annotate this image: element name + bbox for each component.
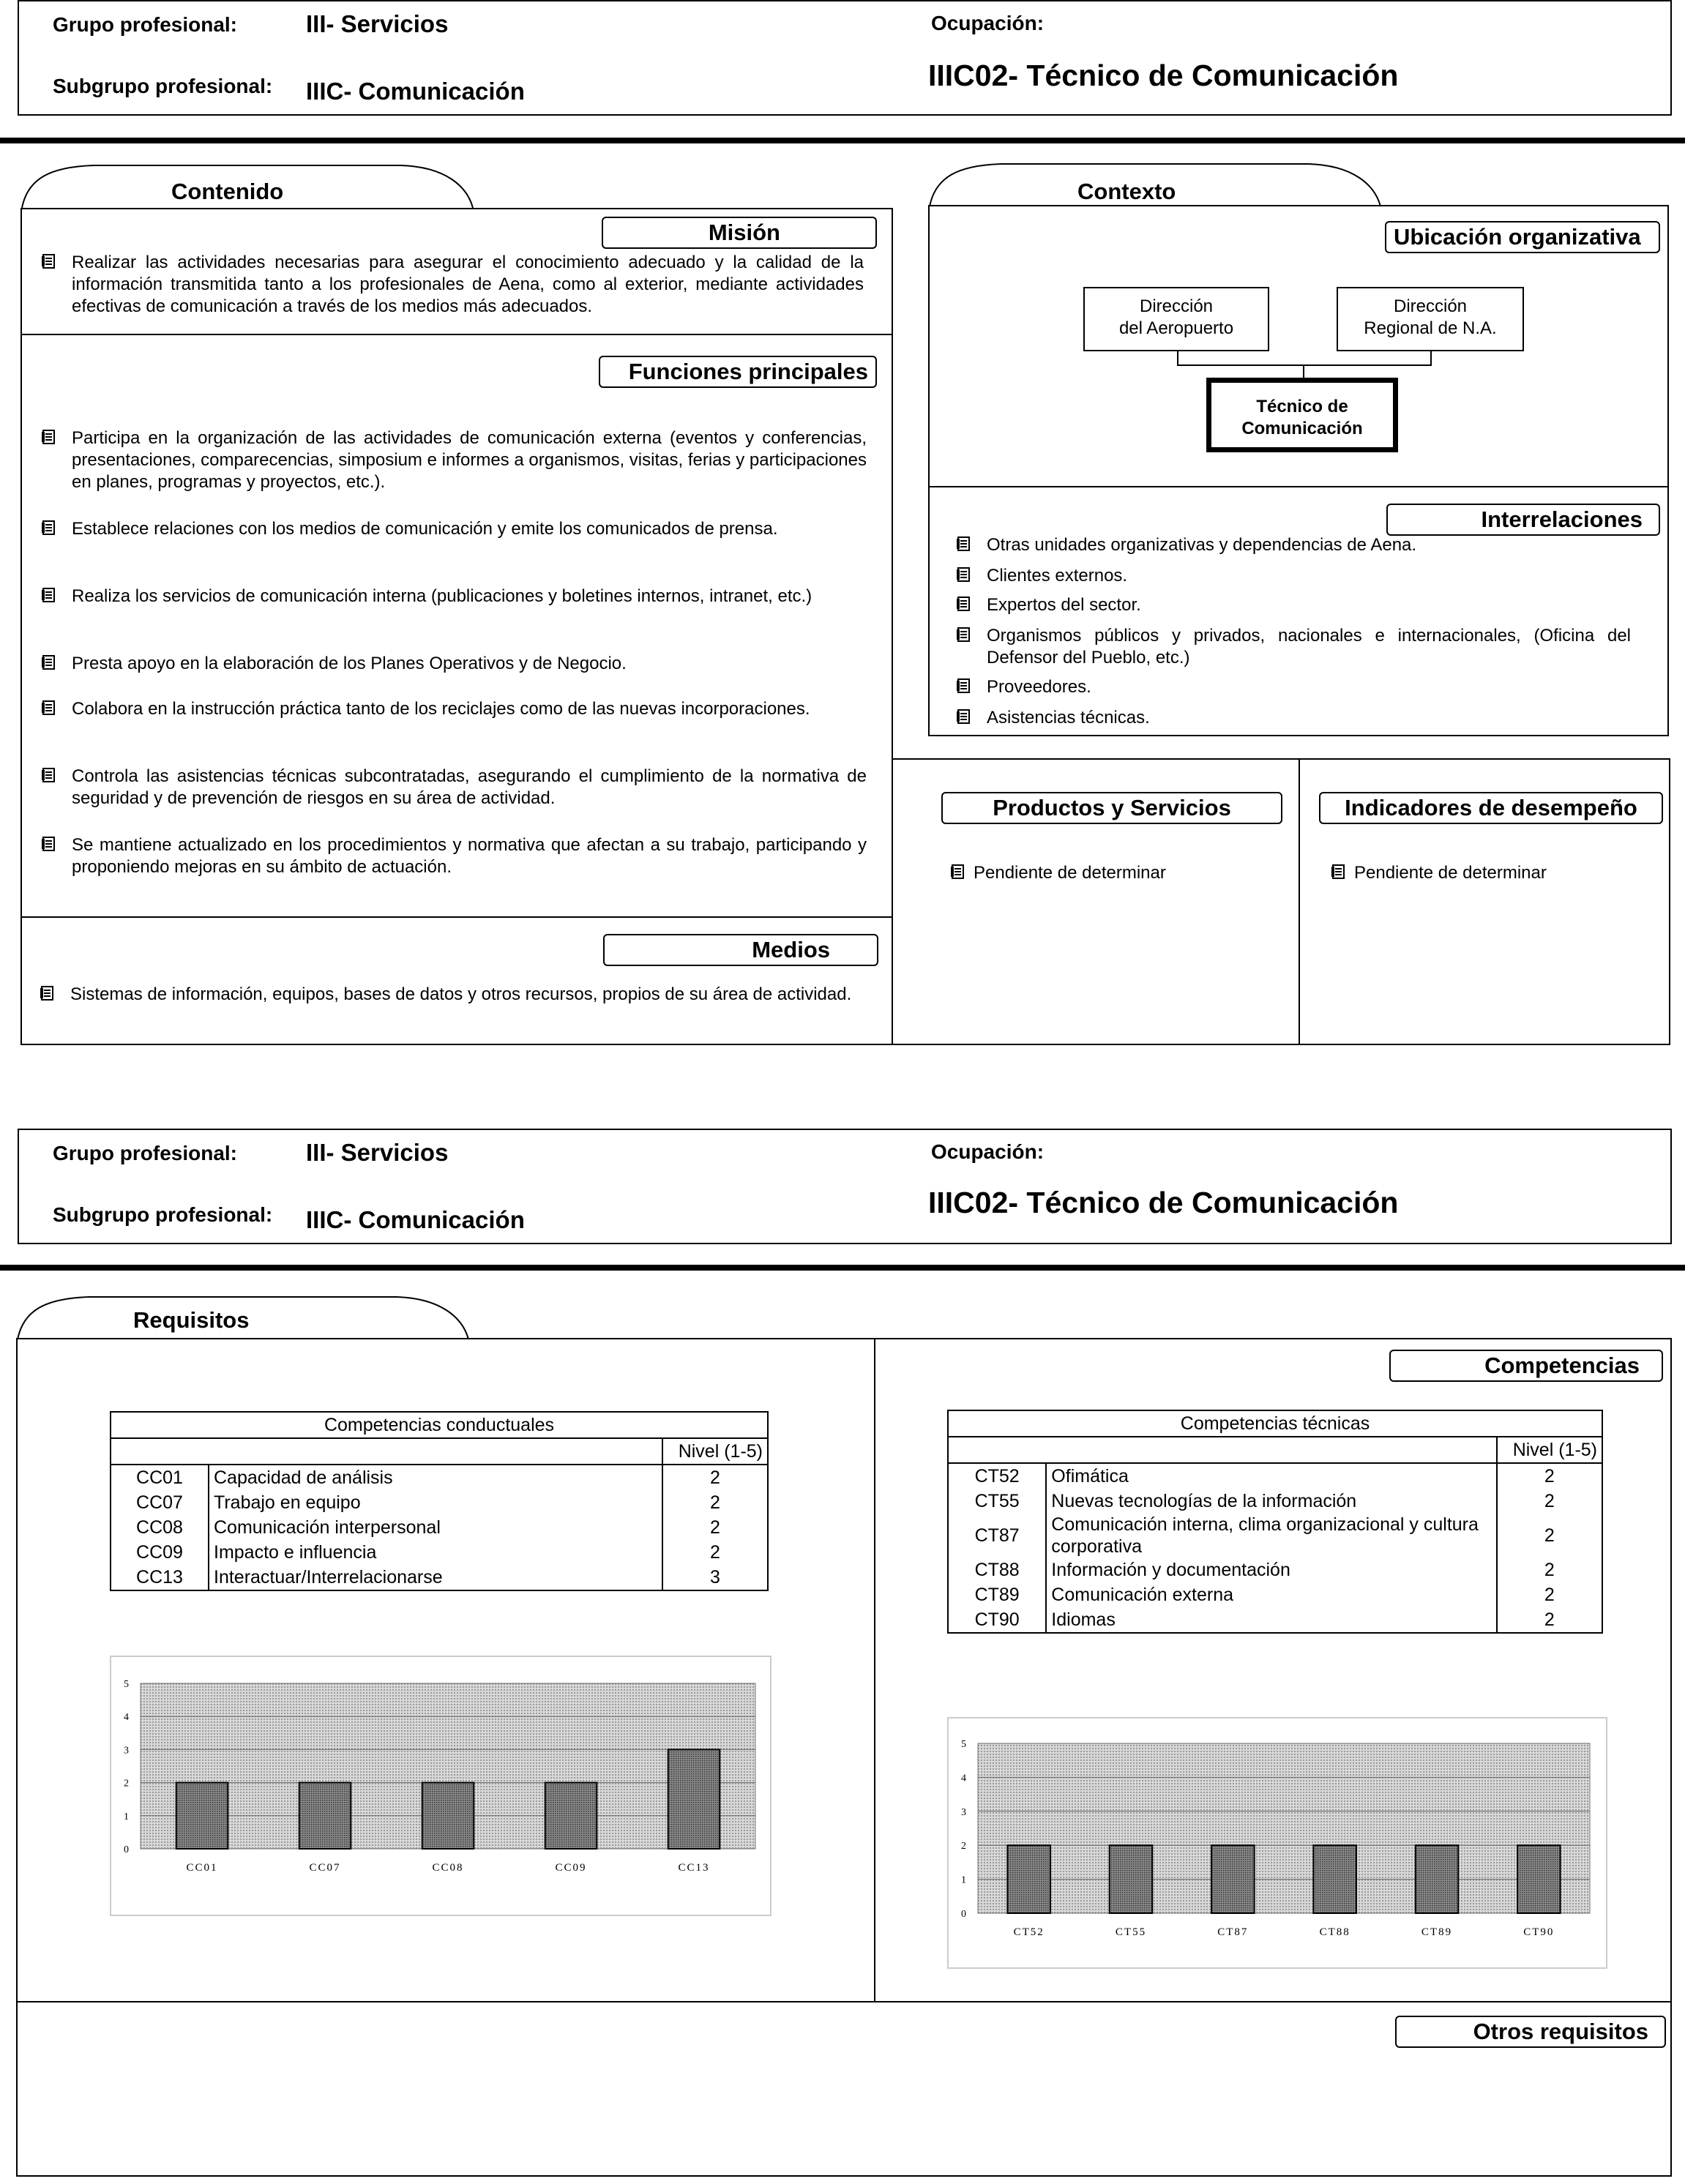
x-tick-label: CC09 bbox=[555, 1862, 587, 1874]
mision-divider bbox=[20, 334, 893, 335]
document-bullet-icon bbox=[956, 678, 972, 694]
header-box-2 bbox=[18, 1129, 1672, 1244]
x-tick-label: CT87 bbox=[1217, 1926, 1249, 1938]
plot-area bbox=[978, 1743, 1590, 1913]
bar bbox=[1007, 1845, 1050, 1913]
table-title: Competencias técnicas bbox=[948, 1410, 1602, 1437]
y-tick-label: 2 bbox=[961, 1841, 966, 1852]
competencia-code: CC08 bbox=[111, 1515, 209, 1540]
interrelacion-item: Otras unidades organizativas y dependencias de Aena. bbox=[987, 534, 1631, 556]
mision-text: Realizar las actividades necesarias para asegurar el conocimiento adecuado y la calidad de la información transmitida tanto a los profesionales de Aena, como al exterior, mediante actividades efectivas de comunicación a través de los medios más adecuados. bbox=[72, 252, 864, 318]
bar bbox=[1313, 1845, 1356, 1913]
requisitos-divider bbox=[874, 1338, 875, 2002]
competencia-level: 2 bbox=[662, 1465, 768, 1490]
x-tick-label: CC13 bbox=[678, 1862, 710, 1874]
competencia-name: Nuevas tecnologías de la información bbox=[1046, 1489, 1496, 1514]
competencia-code: CT90 bbox=[948, 1607, 1046, 1633]
org-box-line: del Aeropuerto bbox=[1118, 318, 1234, 338]
ocupacion-value: IIIC02- Técnico de Comunicación bbox=[928, 59, 1399, 92]
grupo-label: Grupo profesional: bbox=[53, 1142, 237, 1164]
grupo-value: III- Servicios bbox=[306, 1139, 449, 1166]
competencia-level: 2 bbox=[662, 1515, 768, 1540]
y-tick-label: 4 bbox=[961, 1773, 966, 1784]
grupo-value: III- Servicios bbox=[306, 10, 449, 37]
interrelacion-item: Expertos del sector. bbox=[987, 594, 1631, 616]
org-box-direccion-regional bbox=[1337, 287, 1524, 351]
table-title: Competencias conductuales bbox=[111, 1412, 768, 1438]
org-box-line: Dirección bbox=[1139, 296, 1214, 316]
y-tick-label: 2 bbox=[124, 1778, 129, 1790]
bar bbox=[176, 1783, 228, 1849]
competencia-code: CT88 bbox=[948, 1557, 1046, 1582]
table-row bbox=[111, 1565, 768, 1590]
table-row bbox=[111, 1465, 768, 1490]
document-bullet-icon bbox=[41, 253, 57, 269]
competencia-code: CC13 bbox=[111, 1565, 209, 1590]
bar bbox=[668, 1749, 720, 1849]
competencia-code: CC07 bbox=[111, 1490, 209, 1515]
interrelaciones-divider bbox=[928, 486, 1669, 487]
bar bbox=[422, 1783, 474, 1849]
competencia-level: 2 bbox=[1497, 1463, 1602, 1489]
x-tick-label: CC08 bbox=[432, 1862, 464, 1874]
org-box-line: Regional de N.A. bbox=[1364, 318, 1497, 338]
document-bullet-icon bbox=[950, 864, 966, 880]
medios-text: Sistemas de información, equipos, bases de datos y otros recursos, propios de su área de actividad. bbox=[70, 984, 861, 1006]
document-bullet-icon bbox=[41, 587, 57, 603]
nivel-header: Nivel (1-5) bbox=[662, 1438, 768, 1465]
otros-requisitos-title: Otros requisitos bbox=[1395, 2016, 1666, 2048]
subgrupo-label: Subgrupo profesional: bbox=[53, 1203, 273, 1226]
competencias-title: Competencias bbox=[1389, 1350, 1663, 1382]
ubicacion-title: Ubicación organizativa bbox=[1385, 221, 1660, 253]
interrelacion-item: Clientes externos. bbox=[987, 565, 1631, 587]
document-bullet-icon bbox=[956, 536, 972, 552]
divider-rule-1 bbox=[0, 138, 1685, 143]
funcion-item: Controla las asistencias técnicas subcontratadas, asegurando el cumplimiento de la normativa de seguridad y de prevención de riesgos en su área de actividad. bbox=[72, 766, 867, 809]
competencia-name: Información y documentación bbox=[1046, 1557, 1496, 1582]
x-tick-label: CC01 bbox=[186, 1862, 218, 1874]
document-bullet-icon bbox=[41, 836, 57, 852]
competencia-name: Interactuar/Interrelacionarse bbox=[209, 1565, 662, 1590]
competencia-code: CC09 bbox=[111, 1540, 209, 1565]
competencia-level: 2 bbox=[1497, 1489, 1602, 1514]
table-row bbox=[948, 1514, 1602, 1557]
org-box-line: Comunicación bbox=[1241, 419, 1363, 438]
competencias-conductuales-table bbox=[110, 1411, 769, 1591]
productos-indicadores-divider bbox=[1299, 758, 1300, 1045]
subgrupo-label: Subgrupo profesional: bbox=[53, 75, 273, 97]
table-row bbox=[948, 1463, 1602, 1489]
org-box-direccion-aeropuerto bbox=[1083, 287, 1269, 351]
competencia-level: 2 bbox=[1497, 1607, 1602, 1633]
competencia-code: CT89 bbox=[948, 1582, 1046, 1607]
x-tick-label: CC07 bbox=[309, 1862, 341, 1874]
ocupacion-value: IIIC02- Técnico de Comunicación bbox=[928, 1186, 1399, 1219]
competencia-code: CT52 bbox=[948, 1463, 1046, 1489]
document-bullet-icon bbox=[41, 429, 57, 445]
x-tick-label: CT89 bbox=[1421, 1926, 1453, 1938]
funcion-item: Participa en la organización de las actividades de comunicación externa (eventos y conferencias, presentaciones, comparecencias, simposium e informes a organismos, visitas, ferias y participaciones en planes, programas y proyectos, etc.). bbox=[72, 427, 867, 493]
org-box-line: Dirección bbox=[1393, 296, 1468, 316]
interrelacion-item: Organismos públicos y privados, nacionales e internacionales, (Oficina del Defensor del Pueblo, etc.) bbox=[987, 625, 1631, 669]
funcion-item: Realiza los servicios de comunicación interna (publicaciones y boletines internos, intranet, etc.) bbox=[72, 586, 867, 607]
competencias-tecnicas-chart bbox=[947, 1717, 1607, 1969]
divider-rule-2 bbox=[0, 1265, 1685, 1271]
org-box-tecnico-comunicacion bbox=[1206, 378, 1398, 452]
competencia-name: Comunicación interpersonal bbox=[209, 1515, 662, 1540]
mision-title: Misión bbox=[602, 217, 877, 249]
y-tick-label: 3 bbox=[961, 1806, 966, 1818]
competencia-code: CT55 bbox=[948, 1489, 1046, 1514]
org-connector bbox=[1177, 364, 1432, 366]
org-connector bbox=[1303, 364, 1304, 379]
x-tick-label: CT90 bbox=[1523, 1926, 1555, 1938]
competencia-level: 2 bbox=[662, 1540, 768, 1565]
y-tick-label: 1 bbox=[124, 1811, 129, 1822]
funcion-item: Se mantiene actualizado en los procedimientos y normativa que afectan a su trabajo, participando y proponiendo mejoras en su ámbito de actuación. bbox=[72, 834, 867, 878]
y-tick-label: 4 bbox=[124, 1712, 129, 1724]
interrelacion-item: Asistencias técnicas. bbox=[987, 707, 1631, 729]
productos-text: Pendiente de determinar bbox=[974, 862, 1281, 884]
document-bullet-icon bbox=[41, 767, 57, 783]
document-bullet-icon bbox=[40, 985, 56, 1001]
bar bbox=[1211, 1845, 1255, 1913]
competencias-tecnicas-table bbox=[947, 1410, 1603, 1634]
competencia-name: Capacidad de análisis bbox=[209, 1465, 662, 1490]
requisitos-tab-label: Requisitos bbox=[133, 1307, 250, 1333]
table-row bbox=[111, 1490, 768, 1515]
y-tick-label: 5 bbox=[124, 1679, 129, 1690]
competencia-name: Impacto e influencia bbox=[209, 1540, 662, 1565]
document-bullet-icon bbox=[1331, 864, 1347, 880]
competencia-name: Trabajo en equipo bbox=[209, 1490, 662, 1515]
table-row bbox=[948, 1489, 1602, 1514]
competencia-level: 2 bbox=[662, 1490, 768, 1515]
competencia-level: 2 bbox=[1497, 1514, 1602, 1557]
medios-divider bbox=[20, 916, 893, 918]
x-tick-label: CT88 bbox=[1319, 1926, 1350, 1938]
table-row bbox=[948, 1557, 1602, 1582]
org-connector bbox=[1177, 351, 1178, 366]
x-tick-label: CT52 bbox=[1013, 1926, 1045, 1938]
header-box-1 bbox=[18, 0, 1672, 116]
document-bullet-icon bbox=[956, 596, 972, 612]
subgrupo-value: IIIC- Comunicación bbox=[306, 78, 525, 105]
org-box-line: Técnico de bbox=[1256, 397, 1348, 416]
competencia-code: CC01 bbox=[111, 1465, 209, 1490]
y-tick-label: 0 bbox=[961, 1909, 966, 1920]
org-connector bbox=[1430, 351, 1432, 366]
ocupacion-label: Ocupación: bbox=[931, 1140, 1045, 1163]
x-tick-label: CT55 bbox=[1115, 1926, 1147, 1938]
table-row bbox=[111, 1515, 768, 1540]
competencia-code: CT87 bbox=[948, 1514, 1046, 1557]
competencia-name: Idiomas bbox=[1046, 1607, 1496, 1633]
productos-title: Productos y Servicios bbox=[941, 792, 1282, 824]
contexto-tab-label: Contexto bbox=[1077, 179, 1176, 204]
table-row bbox=[948, 1582, 1602, 1607]
bar bbox=[1517, 1845, 1561, 1913]
document-bullet-icon bbox=[956, 708, 972, 725]
interrelaciones-title: Interrelaciones bbox=[1386, 504, 1660, 536]
competencias-conductuales-chart bbox=[110, 1656, 771, 1916]
ocupacion-label: Ocupación: bbox=[931, 12, 1045, 34]
bar bbox=[299, 1783, 351, 1849]
document-bullet-icon bbox=[41, 520, 57, 536]
indicadores-text: Pendiente de determinar bbox=[1354, 862, 1662, 884]
competencia-level: 2 bbox=[1497, 1557, 1602, 1582]
competencia-name: Comunicación interna, clima organizacional y cultura corporativa bbox=[1046, 1514, 1496, 1557]
nivel-header: Nivel (1-5) bbox=[1497, 1437, 1602, 1463]
grupo-label: Grupo profesional: bbox=[53, 13, 237, 36]
subgrupo-value: IIIC- Comunicación bbox=[306, 1206, 525, 1233]
medios-title: Medios bbox=[603, 934, 878, 966]
otros-divider bbox=[16, 2001, 1672, 2002]
contenido-tab-label: Contenido bbox=[171, 179, 284, 204]
competencia-level: 2 bbox=[1497, 1582, 1602, 1607]
bar bbox=[1416, 1845, 1459, 1913]
document-bullet-icon bbox=[956, 566, 972, 583]
competencia-level: 3 bbox=[662, 1565, 768, 1590]
y-tick-label: 1 bbox=[961, 1874, 966, 1886]
document-bullet-icon bbox=[41, 654, 57, 670]
indicadores-title: Indicadores de desempeño bbox=[1319, 792, 1663, 824]
document-bullet-icon bbox=[41, 700, 57, 716]
competencia-name: Comunicación externa bbox=[1046, 1582, 1496, 1607]
funcion-item: Presta apoyo en la elaboración de los Planes Operativos y de Negocio. bbox=[72, 653, 867, 675]
y-tick-label: 5 bbox=[961, 1739, 966, 1750]
interrelacion-item: Proveedores. bbox=[987, 676, 1631, 698]
y-tick-label: 0 bbox=[124, 1844, 129, 1855]
competencia-name: Ofimática bbox=[1046, 1463, 1496, 1489]
document-bullet-icon bbox=[956, 627, 972, 643]
bar bbox=[545, 1783, 597, 1849]
table-row bbox=[111, 1540, 768, 1565]
funcion-item: Colabora en la instrucción práctica tanto de los reciclajes como de las nuevas incorporaciones. bbox=[72, 698, 867, 720]
y-tick-label: 3 bbox=[124, 1745, 129, 1757]
funciones-title: Funciones principales bbox=[599, 356, 877, 388]
table-row bbox=[948, 1607, 1602, 1633]
funcion-item: Establece relaciones con los medios de comunicación y emite los comunicados de prensa. bbox=[72, 518, 867, 540]
bar bbox=[1110, 1845, 1153, 1913]
